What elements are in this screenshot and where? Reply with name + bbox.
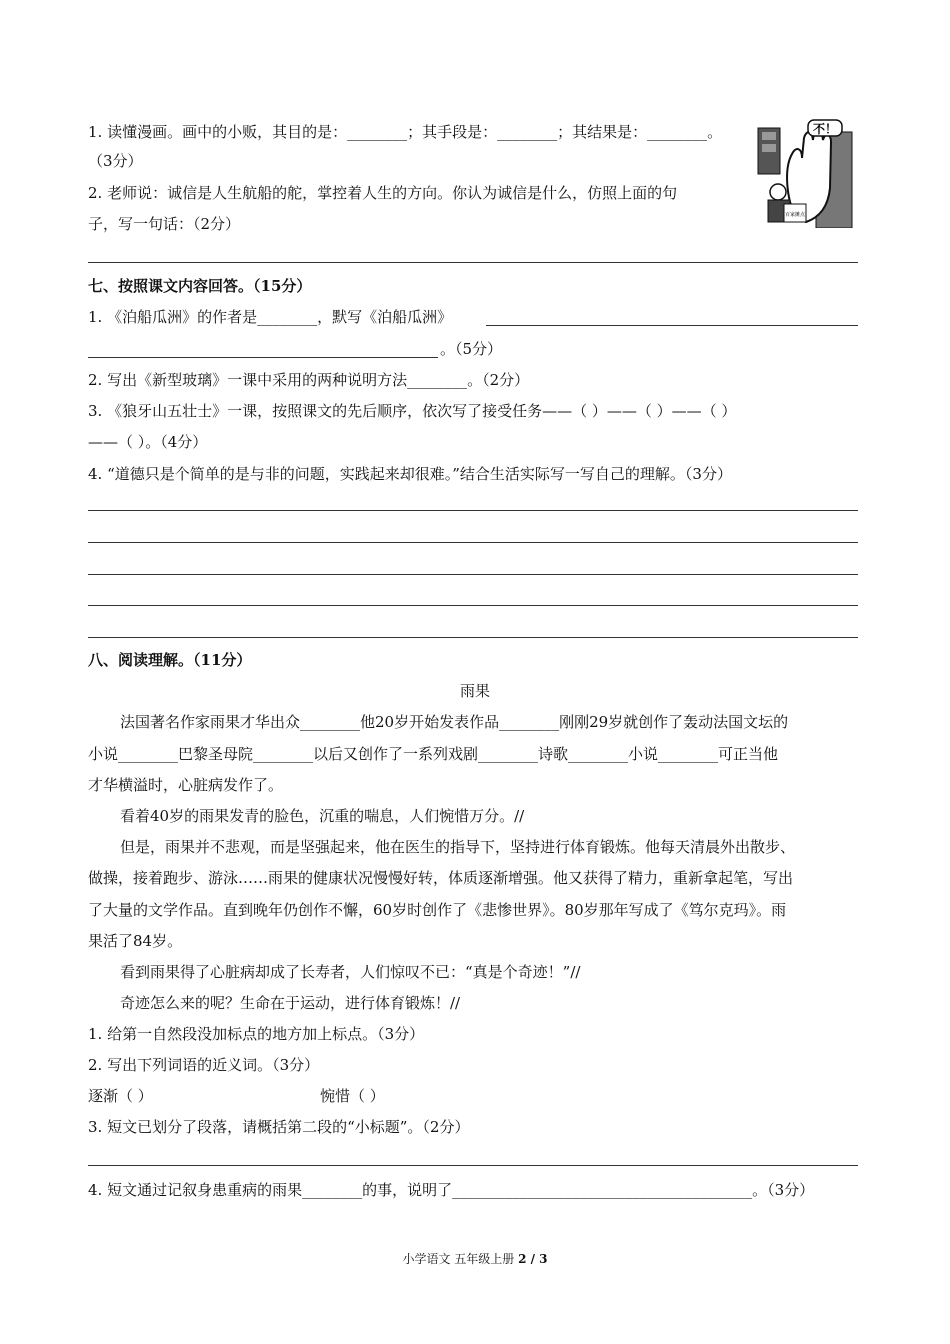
question-6-2-line1: 2. 老师说：诚信是人生航船的舵，掌控着人生的方向。你认为诚信是什么，仿照上面的句 (88, 184, 678, 202)
question-8-2-item-a: 逐渐（ ） (88, 1087, 153, 1105)
passage-p1-line2: 小说________巴黎圣母院________以后又创作了一系列戏剧________诗歌________小说________可正当他 (88, 745, 779, 763)
passage-p3-line1: 但是，雨果并不悲观，而是坚强起来，他在医生的指导下，坚持进行体育锻炼。他每天清晨外出散步、 (120, 838, 796, 856)
passage-p3-line4: 果活了84岁。 (88, 932, 183, 950)
passage-p3-line2: 做操，接着跑步、游泳……雨果的健康状况慢慢好转，体质逐渐增强。他又获得了精力，重新拿起笔，写出 (88, 869, 794, 887)
question-6-1-score: （3分） (88, 152, 143, 170)
passage-p4: 看到雨果得了心脏病却成了长寿者，人们惊叹不已：“真是个奇迹！”// (120, 963, 581, 981)
question-8-3: 3. 短文已划分了段落，请概括第二段的“小标题”。（2分） (88, 1118, 470, 1136)
passage-p3-line3: 了大量的文学作品。直到晚年仍创作不懈，60岁时创作了《悲惨世界》。80岁那年写成了《笃尔克玛》。雨 (88, 901, 787, 919)
answer-line (88, 637, 858, 638)
cartoon-illustration (756, 118, 856, 228)
section-7-heading: 七、按照课文内容回答。（15分） (88, 277, 312, 295)
question-6-1-line1: 1. 读懂漫画。画中的小贩，其目的是：________；其手段是：________；其结果是：________。 (88, 123, 723, 141)
cartoon-sign-text: 不！ (812, 122, 838, 136)
question-8-1: 1. 给第一自然段没加标点的地方加上标点。（3分） (88, 1025, 425, 1043)
question-8-2-item-b: 惋惜（ ） (320, 1087, 385, 1105)
question-7-1-line2: 。（5分） (440, 340, 503, 358)
cartoon-stall-label: 百家摊点 (784, 212, 806, 218)
answer-line (486, 325, 858, 326)
question-7-3-line1: 3. 《狼牙山五壮士》一课，按照课文的先后顺序，依次写了接受任务——（ ）——（ ）——（ ） (88, 402, 737, 420)
footer-text: 小学语文 五年级上册 (402, 1252, 519, 1266)
passage-p5: 奇迹怎么来的呢？生命在于运动，进行体育锻炼！// (120, 994, 461, 1012)
question-7-1-line1: 1. 《泊船瓜洲》的作者是________，默写《泊船瓜洲》 (88, 308, 453, 326)
question-8-2: 2. 写出下列词语的近义词。（3分） (88, 1056, 320, 1074)
passage-p1-line3: 才华横溢时，心脏病发作了。 (88, 776, 284, 794)
answer-line (88, 357, 438, 358)
question-7-4: 4. “道德只是个简单的是与非的问题，实践起来却很难。”结合生活实际写一写自己的理解。（3分） (88, 465, 732, 483)
question-8-4: 4. 短文通过记叙身患重病的雨果________的事，说明了________________________________________。（3分） (88, 1181, 815, 1199)
question-7-3-line2: ——（ ）。（4分） (88, 433, 208, 451)
answer-line (88, 510, 858, 511)
answer-line (88, 605, 858, 606)
passage-p1-line1: 法国著名作家雨果才华出众________他20岁开始发表作品________刚刚29岁就创作了轰动法国文坛的 (120, 713, 789, 731)
answer-line (88, 542, 858, 543)
question-6-2-line2: 子，写一句话：（2分） (88, 215, 241, 233)
section-8-heading: 八、阅读理解。（11分） (88, 651, 252, 669)
page-number: 2 / 3 (518, 1252, 548, 1266)
answer-line (88, 1165, 858, 1166)
answer-line (88, 262, 858, 263)
question-7-2: 2. 写出《新型玻璃》一课中采用的两种说明方法________。（2分） (88, 371, 530, 389)
page-footer (0, 1250, 950, 1267)
passage-title: 雨果 (459, 682, 490, 700)
passage-p2: 看着40岁的雨果发青的脸色，沉重的喘息，人们惋惜万分。// (120, 807, 525, 825)
answer-line (88, 574, 858, 575)
